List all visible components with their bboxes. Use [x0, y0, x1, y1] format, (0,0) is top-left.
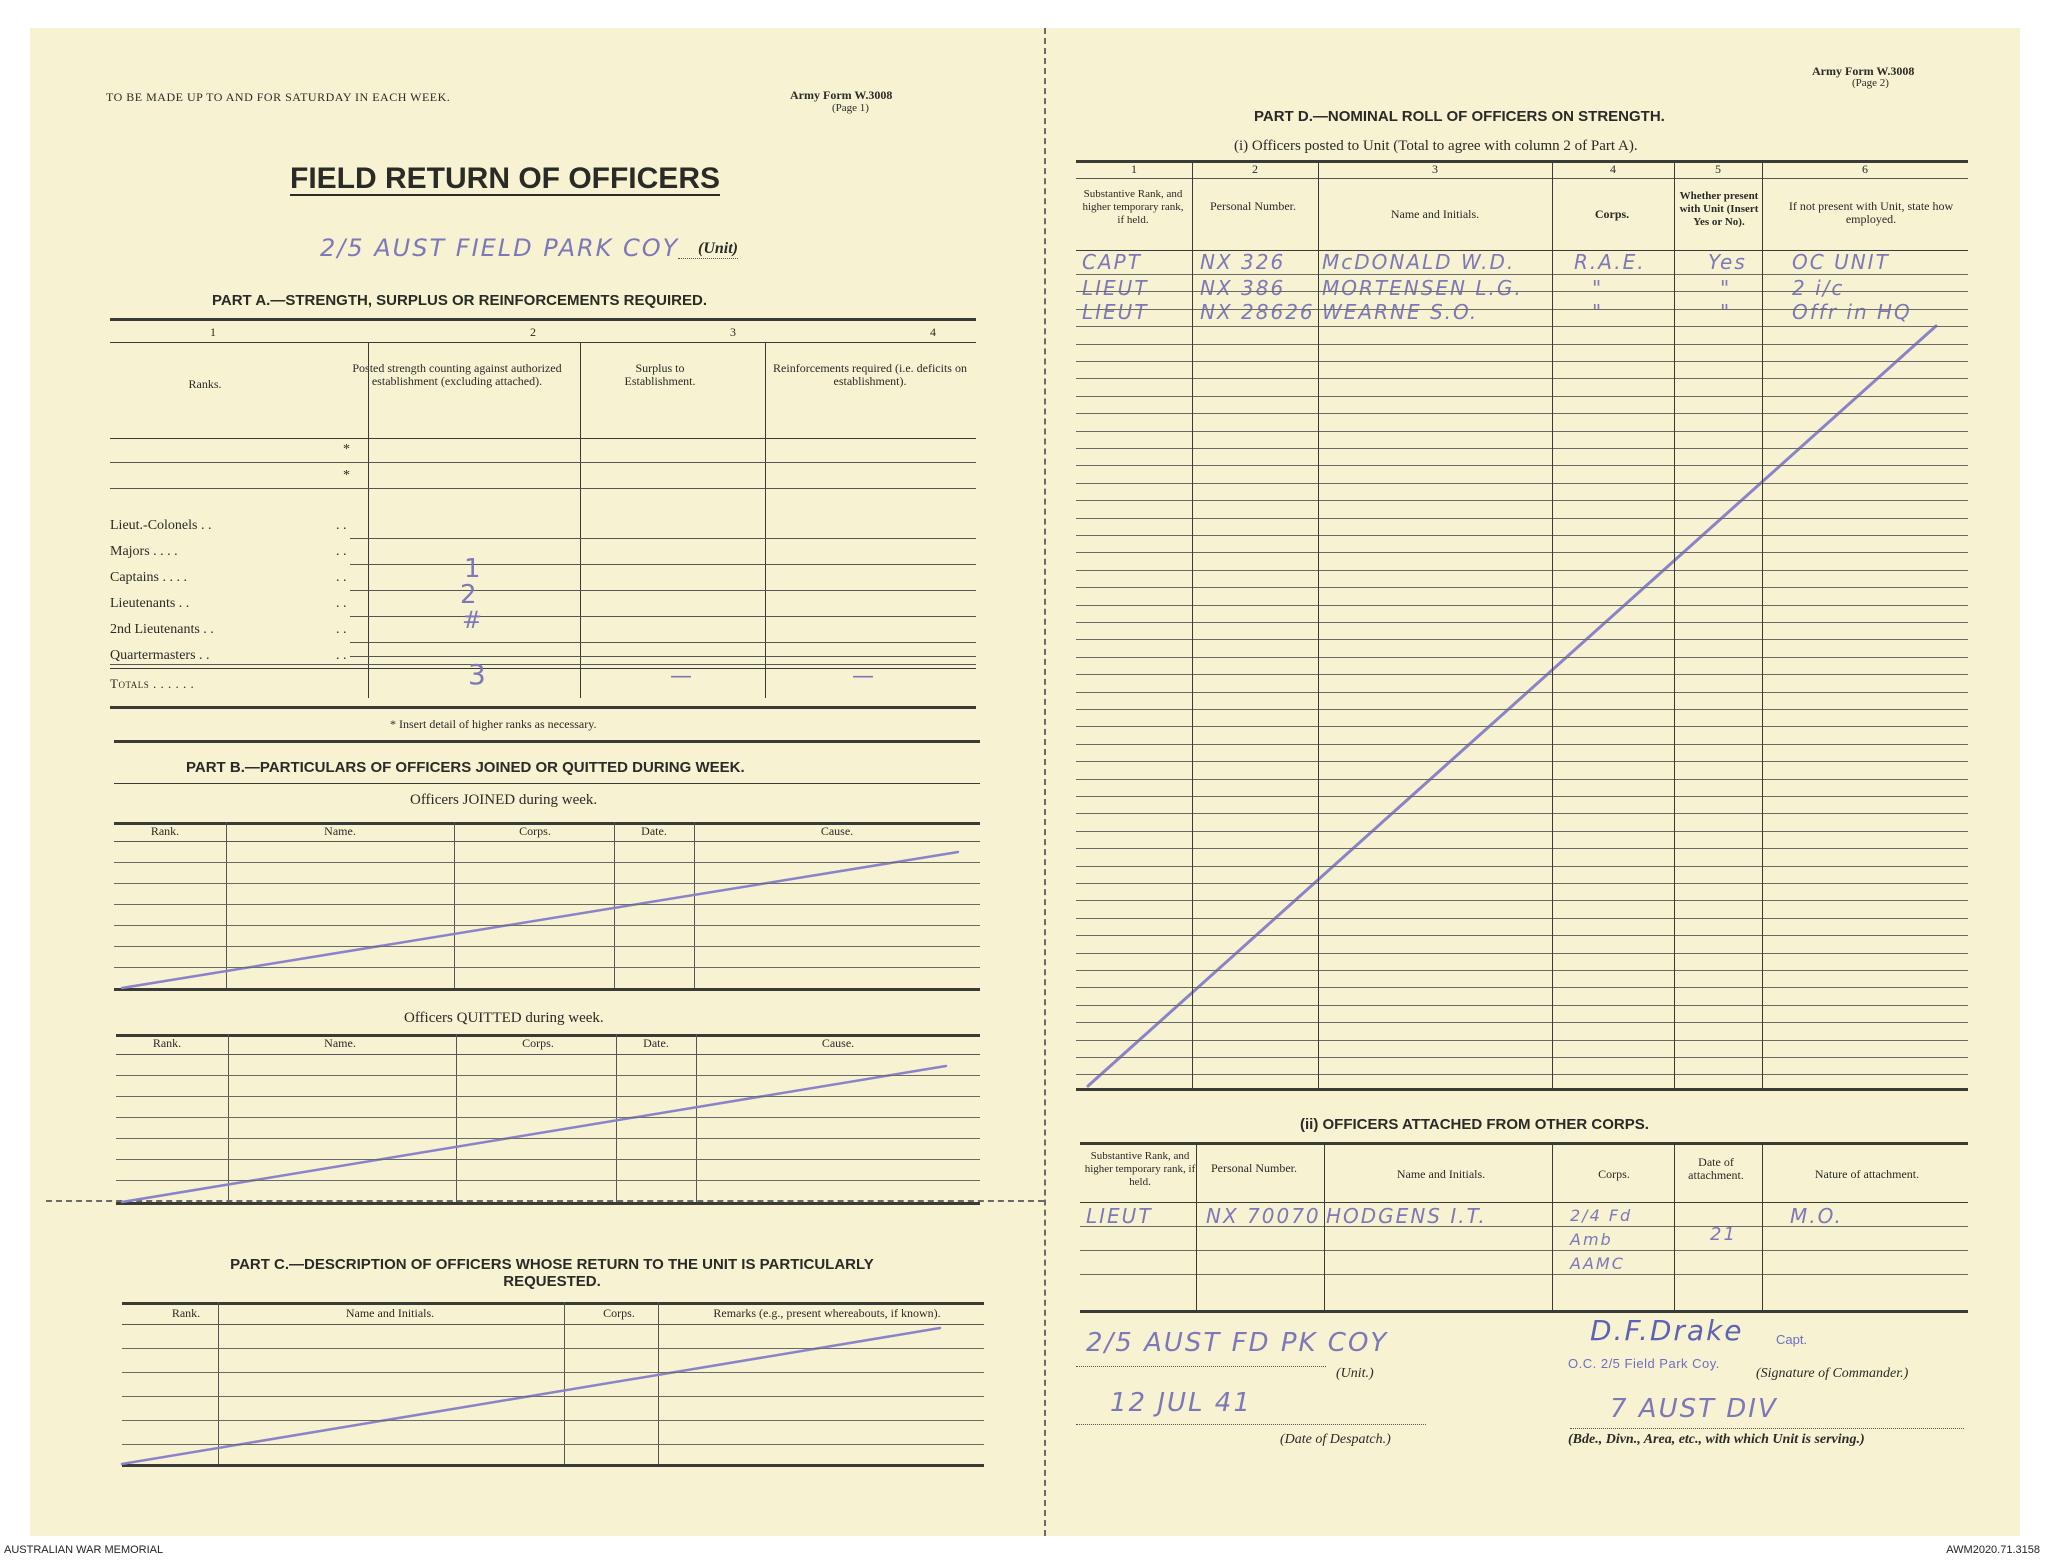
column-divider	[1192, 160, 1193, 1090]
rank-leader: . .	[336, 622, 347, 637]
part-c-col-name: Name and Initials.	[345, 1306, 435, 1320]
ruled-line	[1076, 570, 1968, 571]
attached-col-name: Name and Initials.	[1396, 1167, 1486, 1181]
col-number: 2	[530, 325, 536, 339]
ruled-line	[1076, 900, 1968, 901]
ruled-line	[1076, 465, 1968, 466]
part-c-col-corps: Corps.	[603, 1306, 635, 1320]
ruled-line	[1076, 1057, 1968, 1058]
ruled-line	[1076, 779, 1968, 780]
ruled-line	[1076, 987, 1968, 988]
ruled-line	[1076, 326, 1968, 327]
d-row1-name: McDONALD W.D.	[1322, 250, 1516, 274]
ruled-line	[114, 904, 980, 905]
d-row1-rank: CAPT	[1082, 250, 1142, 274]
attached-col-corps: Corps.	[1598, 1167, 1630, 1181]
joined-col-date: Date.	[641, 824, 667, 838]
ruled-line	[1076, 674, 1968, 675]
rank-2nd-lieutenants: 2nd Lieutenants . .	[110, 622, 214, 637]
unit-handwritten: 2/5 AUST FIELD PARK COY	[320, 234, 680, 262]
ruled-line	[1076, 361, 1968, 362]
stamp-unit: O.C. 2/5 Field Park Coy.	[1568, 1356, 1720, 1371]
part-d-col-present: Whether present with Unit (Insert Yes or No).	[1679, 190, 1759, 228]
joined-col-rank: Rank.	[150, 824, 180, 838]
col-number: 3	[730, 325, 736, 339]
col-number: 4	[930, 325, 936, 339]
ruled-line	[1076, 1074, 1968, 1075]
formation-handwritten: 7 AUST DIV	[1610, 1394, 1778, 1424]
ruled-line	[116, 1180, 980, 1181]
att-row1-name: HODGENS I.T.	[1326, 1204, 1487, 1228]
rank-leader: . .	[336, 570, 347, 585]
part-a-footnote: * Insert detail of higher ranks as necessary.	[390, 717, 597, 731]
column-divider	[1324, 1142, 1325, 1312]
ruled-line	[1076, 1005, 1968, 1006]
ruled-line	[1076, 291, 1968, 292]
rank-quartermasters: Quartermasters . .	[110, 648, 210, 663]
column-divider	[1196, 1142, 1197, 1312]
formation-label: (Bde., Divn., Area, etc., with which Unit is serving.)	[1568, 1432, 1865, 1447]
part-d-col-number: 6	[1862, 162, 1868, 176]
d-row3-number: NX 28626	[1200, 300, 1315, 324]
ruled-line	[1076, 518, 1968, 519]
page-label: (Page 1)	[832, 102, 869, 114]
part-d-heading: PART D.—NOMINAL ROLL OF OFFICERS ON STRENGTH.	[1254, 108, 1665, 125]
unit-label: (Unit)	[678, 240, 738, 259]
att-row1-number: NX 70070	[1206, 1204, 1321, 1228]
joined-col-name: Name.	[324, 824, 356, 838]
posted-2nd-lieutenants: #	[462, 606, 485, 634]
ruled-line	[1076, 622, 1968, 623]
ruled-line	[116, 1075, 980, 1076]
part-d-col-number: 4	[1610, 162, 1616, 176]
form-number: Army Form W.3008	[790, 88, 893, 102]
footer-left: AUSTRALIAN WAR MEMORIAL	[4, 1544, 164, 1556]
rank-leader: . .	[336, 648, 347, 663]
strike-quitted	[122, 1066, 946, 1202]
ruled-line	[1076, 692, 1968, 693]
d-row1-number: NX 326	[1200, 250, 1286, 274]
ruled-line	[1076, 274, 1968, 275]
ruled-line	[1076, 378, 1968, 379]
ruled-line	[1076, 1022, 1968, 1023]
ruled-line	[1076, 883, 1968, 884]
d-row2-corps: "	[1592, 276, 1604, 300]
part-c-heading-line1: PART C.—DESCRIPTION OF OFFICERS WHOSE RETURN TO THE UNIT IS PARTICULARLY	[230, 1256, 874, 1273]
part-c-col-rank: Rank.	[171, 1306, 201, 1320]
col-header-ranks: Ranks.	[188, 377, 222, 391]
part-d-col-number: 2	[1252, 162, 1258, 176]
d-row2-number: NX 386	[1200, 276, 1286, 300]
ruled-line	[122, 1420, 984, 1421]
commander-signature: D.F.Drake	[1590, 1314, 1744, 1347]
col-header-surplus: Surplus to Establishment.	[624, 361, 696, 388]
ruled-line	[1076, 831, 1968, 832]
rank-captains: Captains . . . .	[110, 570, 187, 585]
ruled-line	[122, 1396, 984, 1397]
ruled-line	[116, 1159, 980, 1160]
d-row2-name: MORTENSEN L.G.	[1322, 276, 1523, 300]
quitted-col-rank: Rank.	[152, 1036, 182, 1050]
ruled-line	[1076, 726, 1968, 727]
rank-leader: . .	[336, 596, 347, 611]
ruled-line	[1080, 1226, 1968, 1227]
ruled-line	[1080, 1274, 1968, 1275]
ruled-line	[1076, 639, 1968, 640]
joined-col-cause: Cause.	[820, 824, 854, 838]
document-sheet	[30, 28, 2020, 1536]
part-d-col-rank: Substantive Rank, and higher temporary rank, if held.	[1082, 188, 1184, 226]
ruled-line	[114, 883, 980, 884]
d-row3-name: WEARNE S.O.	[1322, 300, 1479, 324]
ruled-line	[1076, 848, 1968, 849]
att-row1-nature: M.O.	[1790, 1204, 1843, 1228]
rank-leader: . .	[336, 518, 347, 533]
ruled-line	[1076, 587, 1968, 588]
attached-col-rank: Substantive Rank, and higher temporary rank, if held.	[1084, 1150, 1196, 1188]
stamp-rank: Capt.	[1776, 1332, 1808, 1347]
column-divider	[1552, 1142, 1553, 1312]
ruled-line	[1076, 1040, 1968, 1041]
ruled-line	[1076, 413, 1968, 414]
ruled-line	[1076, 970, 1968, 971]
footer-right: AWM2020.71.3158	[1946, 1544, 2040, 1556]
col-number: 1	[210, 325, 216, 339]
d-row3-rank: LIEUT	[1082, 300, 1149, 324]
column-divider	[1762, 1142, 1763, 1312]
ruled-line	[1076, 866, 1968, 867]
ruled-line	[122, 1348, 984, 1349]
att-row1-rank: LIEUT	[1086, 1204, 1153, 1228]
form-number-page2: Army Form W.3008	[1812, 64, 1915, 78]
ruled-line	[122, 1372, 984, 1373]
pencil-strikethrough-lines	[30, 28, 2020, 1536]
ruled-line	[1076, 761, 1968, 762]
part-d-col-employed: If not present with Unit, state how employed.	[1788, 199, 1954, 226]
attached-heading: (ii) OFFICERS ATTACHED FROM OTHER CORPS.	[1300, 1116, 1649, 1133]
rank-lieutenants: Lieutenants . .	[110, 596, 190, 611]
ruled-line	[1076, 396, 1968, 397]
part-d-col-name: Name and Initials.	[1390, 207, 1480, 221]
d-row3-present: "	[1720, 300, 1732, 324]
ruled-line	[1076, 448, 1968, 449]
ruled-line	[116, 1117, 980, 1118]
ruled-line	[1076, 500, 1968, 501]
ruled-line	[1076, 344, 1968, 345]
ruled-line	[1076, 796, 1968, 797]
ruled-line	[1076, 709, 1968, 710]
part-d-col-number: 5	[1715, 162, 1721, 176]
d-row3-employed: Offr in HQ	[1792, 300, 1912, 324]
totals-reinforcements: —	[852, 664, 876, 689]
d-row2-present: "	[1720, 276, 1732, 300]
ruled-line	[116, 1096, 980, 1097]
joined-heading: Officers JOINED during week.	[410, 792, 598, 808]
rank-lieut-colonels: Lieut.-Colonels . .	[110, 518, 212, 533]
part-c-heading-line2: REQUESTED.	[503, 1273, 601, 1290]
column-divider	[1674, 1142, 1675, 1312]
ruled-line	[1076, 605, 1968, 606]
attached-col-nature: Nature of attachment.	[1814, 1167, 1920, 1181]
ruled-line	[1076, 953, 1968, 954]
part-d-col-number: 3	[1432, 162, 1438, 176]
ruled-line	[1076, 535, 1968, 536]
page-label-page2: (Page 2)	[1852, 77, 1889, 89]
attached-col-number: Personal Number.	[1211, 1161, 1297, 1175]
joined-col-corps: Corps.	[519, 824, 551, 838]
strike-part-d	[1088, 326, 1936, 1086]
unit-short-handwritten: 2/5 AUST FD PK COY	[1086, 1328, 1389, 1358]
totals-label: Totals . . . . . .	[110, 676, 195, 691]
column-divider	[1674, 160, 1675, 1090]
document-title: FIELD RETURN OF OFFICERS	[290, 162, 720, 195]
part-d-subheading: (i) Officers posted to Unit (Total to agree with column 2 of Part A).	[1234, 138, 1638, 154]
ruled-line	[1076, 309, 1968, 310]
d-row2-employed: 2 i/c	[1792, 276, 1845, 300]
column-divider	[1552, 160, 1553, 1090]
ruled-line	[1076, 483, 1968, 484]
ruled-line	[1076, 431, 1968, 432]
att-row1-date: 21	[1710, 1224, 1737, 1245]
ruled-line	[1076, 813, 1968, 814]
ruled-line	[1076, 935, 1968, 936]
quitted-col-corps: Corps.	[522, 1036, 554, 1050]
part-d-col-number: Personal Number.	[1210, 199, 1296, 213]
attached-col-date: Date of attachment.	[1688, 1155, 1744, 1182]
col-header-reinforcements: Reinforcements required (i.e. deficits on establishment).	[773, 361, 967, 388]
rank-marker: *	[343, 442, 350, 457]
ruled-line	[1076, 744, 1968, 745]
part-d-col-corps: Corps.	[1594, 207, 1630, 221]
posted-lieutenants: 2	[460, 580, 479, 610]
d-row2-rank: LIEUT	[1082, 276, 1149, 300]
part-b-heading: PART B.—PARTICULARS OF OFFICERS JOINED OR QUITTED DURING WEEK.	[186, 759, 745, 776]
d-row1-present: Yes	[1708, 250, 1747, 274]
signature-label: (Signature of Commander.)	[1756, 1366, 1909, 1381]
ruled-line	[1076, 657, 1968, 658]
ruled-line	[114, 946, 980, 947]
part-a-heading: PART A.—STRENGTH, SURPLUS OR REINFORCEMENTS REQUIRED.	[212, 292, 708, 309]
d-row1-employed: OC UNIT	[1792, 250, 1890, 274]
col-header-posted: Posted strength counting against authorized establishment (excluding attached).	[352, 361, 562, 388]
att-row1-corps: 2/4 Fd Amb AAMC	[1570, 1206, 1633, 1273]
quitted-col-cause: Cause.	[821, 1036, 855, 1050]
d-row3-corps: "	[1592, 300, 1604, 324]
despatch-date-handwritten: 12 JUL 41	[1110, 1388, 1252, 1418]
ruled-line	[1080, 1250, 1968, 1251]
d-row1-corps: R.A.E.	[1574, 250, 1646, 274]
ruled-line	[116, 1138, 980, 1139]
rank-leader: . .	[336, 544, 347, 559]
quitted-heading: Officers QUITTED during week.	[404, 1010, 604, 1026]
part-c-col-remarks: Remarks (e.g., present whereabouts, if known).	[713, 1306, 941, 1320]
posted-captains: 1	[464, 554, 483, 584]
ruled-line	[114, 862, 980, 863]
column-divider	[1762, 160, 1763, 1090]
quitted-col-date: Date.	[643, 1036, 669, 1050]
quitted-col-name: Name.	[324, 1036, 356, 1050]
ruled-line	[114, 925, 980, 926]
totals-surplus: —	[670, 664, 694, 689]
part-d-col-number: 1	[1131, 162, 1137, 176]
totals-posted: 3	[468, 658, 488, 691]
ruled-line	[114, 967, 980, 968]
ruled-line	[1076, 918, 1968, 919]
despatch-date-label: (Date of Despatch.)	[1280, 1432, 1391, 1447]
rank-marker: *	[343, 468, 350, 483]
instruction-text: TO BE MADE UP TO AND FOR SATURDAY IN EACH WEEK.	[106, 90, 451, 104]
ruled-line	[1076, 552, 1968, 553]
ruled-line	[122, 1444, 984, 1445]
column-divider	[1318, 160, 1319, 1090]
unit-label-page2: (Unit.)	[1336, 1366, 1374, 1381]
rank-majors: Majors . . . .	[110, 544, 178, 559]
